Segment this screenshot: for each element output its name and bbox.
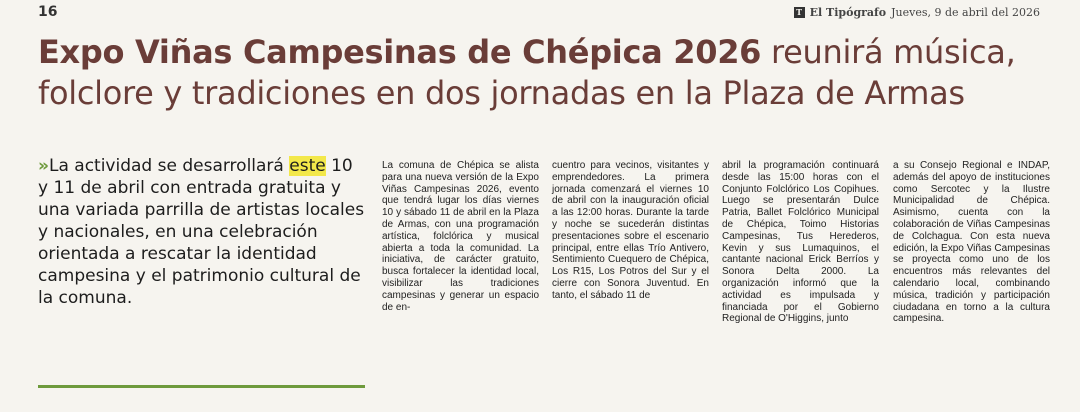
highlighted-word: este — [289, 156, 326, 176]
lead-intro: La actividad se desarrollará — [48, 156, 290, 176]
lead-paragraph — [38, 155, 368, 309]
page-number: 16 — [38, 4, 58, 20]
body-column-1: La comuna de Chépica se alista para una nueva versión de la Expo Viñas Campesinas 2026, evento que tendrá lugar los días viernes 10 y sábado 11 de abril en la Plaza de Armas, con una programación artística, folclórica y musical abierta a toda la comunidad. La iniciativa, de carácter gratuito, busca fortalecer la identidad local, visibilizar las tradiciones campesinas y generar un espacio de en- — [382, 160, 539, 313]
issue-date: Jueves, 9 de abril del 2026 — [891, 6, 1040, 19]
green-divider — [38, 385, 365, 388]
body-column-3: abril la programación continuará desde las 15:00 horas con el Conjunto Folclórico Los Copihues. Luego se presentarán Dulce Patria, Ballet Folclórico Municipal de Chépica, Toimo Historias Campesinas, Tus Herederos, Kevin y sus Lumaquinos, el cantante nacional Erick Berríos y Sonora Delta 2000. La organización informó que la actividad es impulsada y financiada por el Gobierno Regional de O'Higgins, junto — [722, 160, 879, 325]
headline-bold: Expo Viñas Campesinas de Chépica 2026 — [38, 33, 762, 71]
guillemet-marker: » — [38, 156, 49, 176]
body-column-4: a su Consejo Regional e INDAP, además del apoyo de instituciones como Sercotec y la Ilustre Municipalidad de Chépica. Asimismo, cuenta con la colaboración de Viñas Campesinas de Colchagua. Con esta nueva edición, la Expo Viñas Campesinas se proyecta como uno de los encuentros más relevantes del calendario local, combinando música, tradición y participación ciudadana en torno a la cultura campesina. — [893, 160, 1050, 325]
headline-rest: reunirá música, folclore y tradiciones en dos jornadas en la Plaza de Armas — [38, 33, 1016, 112]
publication-name: El Tipógrafo — [809, 6, 887, 19]
lead-rest: 10 y 11 de abril con entrada gratuita y una variada parrilla de artistas locales y nacionales, en una celebración orientada a rescatar la identidad campesina y el patrimonio cultural de la comuna. — [38, 156, 365, 308]
newspaper-logo-icon: T — [794, 7, 805, 18]
masthead — [794, 6, 1040, 19]
article-headline — [38, 32, 1048, 114]
body-column-2: cuentro para vecinos, visitantes y emprendedores. La primera jornada comenzará el viernes 10 de abril con la inauguración oficial a las 12:00 horas. Durante la tarde y noche se sucederán distintas presentaciones sobre el escenario principal, entre ellas Trío Antivero, Sentimiento Cuequero de Chépica, Los R15, Los Potros del Sur y el cierre con Sonora Juventud. En tanto, el sábado 11 de — [552, 160, 709, 301]
